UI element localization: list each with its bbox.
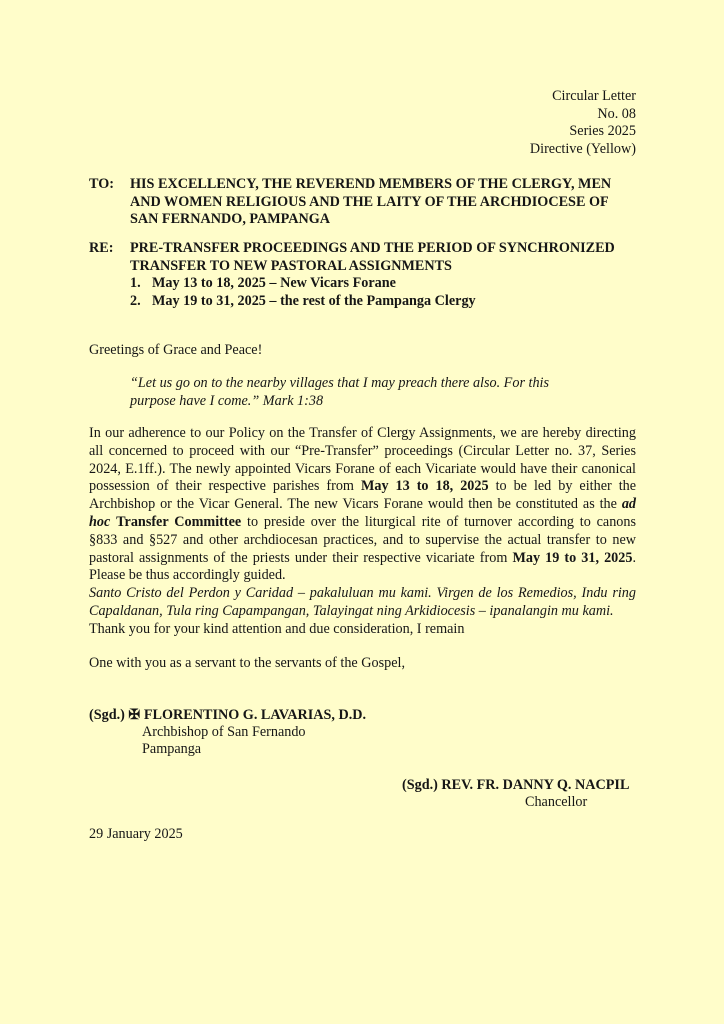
archbishop-name: FLORENTINO G. LAVARIAS, D.D.	[143, 707, 367, 723]
transfer-date-vicars: May 13 to 18, 2025	[360, 478, 489, 495]
to-line-text: HIS EXCELLENCY, THE REVEREND MEMBERS OF THE CLERGY, MEN	[130, 176, 612, 192]
re-line: TRANSFER TO NEW PASTORAL ASSIGNMENTS	[130, 257, 452, 274]
signature-archbishop	[89, 707, 366, 758]
signature-chancellor	[402, 777, 629, 811]
ad-hoc-term: hoc	[89, 513, 111, 530]
body-text: Archbishop or the Vicar General. The new Vicars Forane would then be constituted as the	[89, 496, 617, 513]
chancellor-name: REV. FR. DANNY Q. NACPIL	[441, 777, 630, 793]
to-label: TO:	[89, 176, 114, 192]
body-line: all concerned to proceed with our “Pre-Transfer” proceedings (Circular Letter no. 37, Series	[89, 442, 636, 459]
body-line: §833 and §527 and other archdiocesan practices, and to supervise the actual transfer to new	[89, 531, 636, 548]
to-line: AND WOMEN RELIGIOUS AND THE LAITY OF THE ARCHDIOCESE OF	[130, 193, 609, 210]
quote-line: “Let us go on to the nearby villages that I may preach there also. For this	[130, 375, 550, 391]
signed-mark: (Sgd.)	[402, 777, 438, 793]
archbishop-title: Archbishop of San Fernando	[142, 724, 306, 740]
body-line	[89, 514, 636, 532]
body-text: to be led by either the	[495, 478, 637, 495]
to-line	[130, 176, 640, 194]
body-paragraph	[89, 425, 636, 585]
body-line: Please be thus accordingly guided.	[89, 567, 286, 584]
circular-header	[530, 88, 636, 158]
circular-number: No. 08	[597, 105, 636, 122]
scripture-quote	[130, 375, 592, 411]
re-subject	[130, 240, 640, 310]
list-text: May 19 to 31, 2025 – the rest of the Pampanga Clergy	[152, 292, 476, 309]
list-number: 1.	[130, 275, 141, 291]
archbishop-location: Pampanga	[142, 741, 202, 757]
to-recipients	[130, 176, 640, 229]
committee-term: Transfer Committee	[116, 513, 242, 530]
body-line	[89, 478, 636, 496]
ad-hoc-term: ad	[621, 496, 637, 513]
body-text: pastoral assignments of the priests under their respective vicariate from	[89, 549, 508, 566]
thanks-line: Thank you for your kind attention and due consideration, I remain	[89, 620, 465, 637]
prayer-line: Capaldanan, Tula ring Capampangan, Talayingat ning Arkidiocesis – ipanalangin mu kami.	[89, 602, 614, 619]
re-label: RE:	[89, 240, 114, 256]
re-list-item	[130, 275, 640, 293]
list-number: 2.	[130, 292, 141, 309]
circular-directive: Directive (Yellow)	[529, 140, 636, 157]
body-text: .	[632, 549, 636, 566]
prayer-paragraph	[89, 585, 636, 638]
quote-line: purpose have I come.” Mark 1:38	[130, 392, 324, 409]
body-text: to preside over the liturgical rite of turnover according to canons	[247, 513, 637, 530]
cross-icon: ✠	[128, 707, 141, 723]
greeting: Greetings of Grace and Peace!	[89, 342, 263, 358]
signed-mark: (Sgd.)	[89, 707, 125, 723]
letter-date: 29 January 2025	[89, 826, 183, 842]
to-line: SAN FERNANDO, PAMPANGA	[130, 211, 331, 227]
list-text: May 13 to 18, 2025 – New Vicars Forane	[152, 275, 396, 291]
body-line: In our adherence to our Policy on the Transfer of Clergy Assignments, we are hereby directing	[89, 425, 636, 441]
body-line	[89, 550, 636, 568]
closing-line: One with you as a servant to the servants of the Gospel,	[89, 655, 405, 671]
circular-series: Series 2025	[569, 123, 636, 139]
body-line: 2024, E.1ff.). The newly appointed Vicars Forane of each Vicariate would have their canonical	[89, 460, 636, 477]
circular-title: Circular Letter	[552, 88, 636, 104]
body-line	[89, 496, 636, 514]
re-line: PRE-TRANSFER PROCEEDINGS AND THE PERIOD OF SYNCHRONIZED	[130, 240, 615, 256]
transfer-date-clergy: May 19 to 31, 2025	[512, 549, 633, 566]
body-text: possession of their respective parishes from	[89, 478, 354, 495]
chancellor-role: Chancellor	[525, 794, 588, 810]
prayer-line: Santo Cristo del Perdon y Caridad – pakaluluan mu kami. Virgen de los Remedios, Indu ring	[89, 585, 636, 601]
re-list-item	[130, 293, 640, 311]
